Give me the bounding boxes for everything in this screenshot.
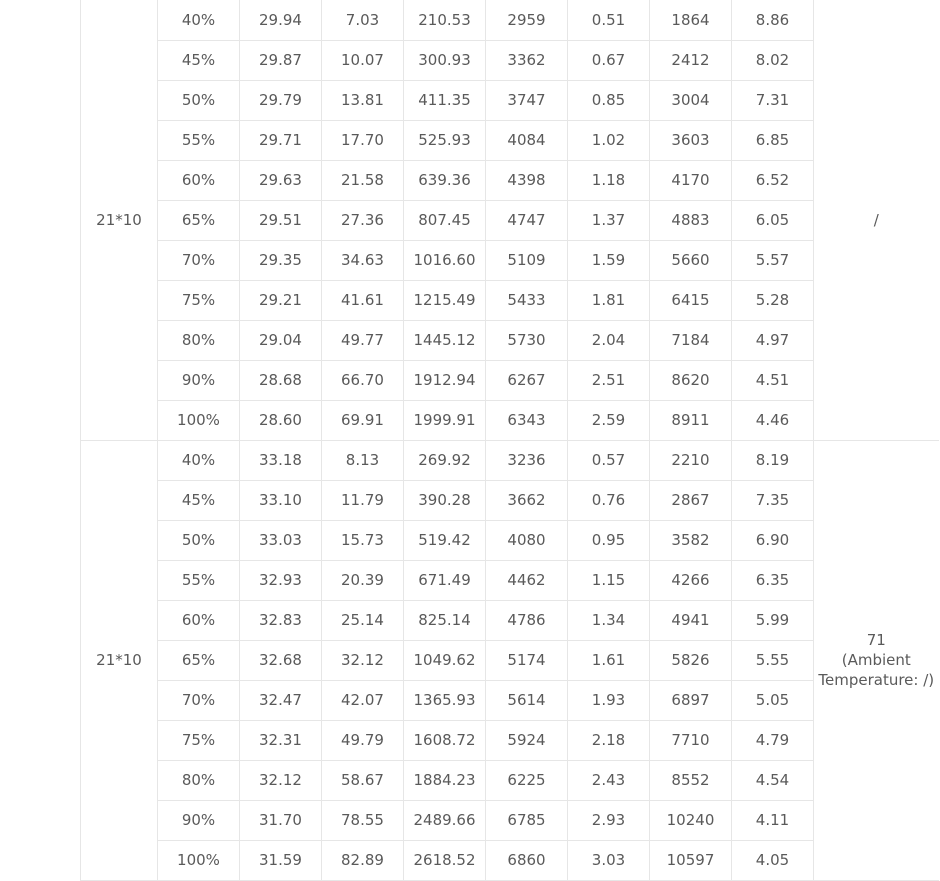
table-cell: 60% [158, 160, 240, 200]
table-cell: 4.51 [732, 360, 814, 400]
table-cell: 2867 [650, 480, 732, 520]
table-cell: 1.59 [568, 240, 650, 280]
table-cell: 29.04 [240, 320, 322, 360]
table-cell: 75% [158, 720, 240, 760]
table-row [81, 80, 939, 120]
table-cell: 6.52 [732, 160, 814, 200]
table-cell: 55% [158, 120, 240, 160]
table-cell: 6225 [486, 760, 568, 800]
table-cell: 4084 [486, 120, 568, 160]
table-row [81, 400, 939, 440]
table-cell: 210.53 [404, 0, 486, 40]
table-cell: 32.47 [240, 680, 322, 720]
table-cell: 1.37 [568, 200, 650, 240]
table-cell: 2.59 [568, 400, 650, 440]
table-cell: 5174 [486, 640, 568, 680]
note-line: 71 [866, 631, 886, 649]
table-cell: 21.58 [322, 160, 404, 200]
table-cell: 31.70 [240, 800, 322, 840]
table-cell: 58.67 [322, 760, 404, 800]
table-cell: 32.93 [240, 560, 322, 600]
table-cell: 1.02 [568, 120, 650, 160]
table-cell: 6897 [650, 680, 732, 720]
table-cell: 1.61 [568, 640, 650, 680]
table-cell: 1.34 [568, 600, 650, 640]
table-cell: 1049.62 [404, 640, 486, 680]
table-cell: 0.76 [568, 480, 650, 520]
table-cell: 32.31 [240, 720, 322, 760]
table-cell: 8911 [650, 400, 732, 440]
table-cell: 0.95 [568, 520, 650, 560]
table-cell: 4.54 [732, 760, 814, 800]
table-cell: 6415 [650, 280, 732, 320]
table-cell: 3236 [486, 440, 568, 480]
table-cell: 300.93 [404, 40, 486, 80]
table-cell: 8.02 [732, 40, 814, 80]
table-cell: 10597 [650, 840, 732, 880]
table-row [81, 40, 939, 80]
table-cell: 1016.60 [404, 240, 486, 280]
table-cell: 639.36 [404, 160, 486, 200]
table-cell: 28.68 [240, 360, 322, 400]
table-cell: 50% [158, 80, 240, 120]
table-cell: 8.19 [732, 440, 814, 480]
table-cell: 55% [158, 560, 240, 600]
group-label-cell: 21*10 [81, 0, 158, 440]
table-row [81, 760, 939, 800]
note-cell [814, 0, 939, 440]
table-cell: 29.35 [240, 240, 322, 280]
table-cell: 33.03 [240, 520, 322, 560]
table-cell: 29.21 [240, 280, 322, 320]
table-row [81, 520, 939, 560]
table-cell: 75% [158, 280, 240, 320]
table-cell: 49.79 [322, 720, 404, 760]
table-cell: 29.71 [240, 120, 322, 160]
performance-data-table [80, 0, 939, 881]
table-cell: 2489.66 [404, 800, 486, 840]
table-cell: 4883 [650, 200, 732, 240]
table-cell: 45% [158, 480, 240, 520]
table-cell: 34.63 [322, 240, 404, 280]
table-row [81, 600, 939, 640]
table-cell: 5660 [650, 240, 732, 280]
table-cell: 807.45 [404, 200, 486, 240]
table-cell: 1999.91 [404, 400, 486, 440]
table-row [81, 360, 939, 400]
table-cell: 80% [158, 320, 240, 360]
table-cell: 6.85 [732, 120, 814, 160]
table-cell: 4.97 [732, 320, 814, 360]
table-cell: 15.73 [322, 520, 404, 560]
table-cell: 411.35 [404, 80, 486, 120]
table-cell: 0.67 [568, 40, 650, 80]
table-cell: 6.90 [732, 520, 814, 560]
table-cell: 7.31 [732, 80, 814, 120]
table-row [81, 440, 939, 480]
table-cell: 29.94 [240, 0, 322, 40]
table-cell: 11.79 [322, 480, 404, 520]
table-cell: 4462 [486, 560, 568, 600]
table-cell: 2412 [650, 40, 732, 80]
table-cell: 28.60 [240, 400, 322, 440]
table-cell: 4266 [650, 560, 732, 600]
table-cell: 6.05 [732, 200, 814, 240]
table-cell: 1.93 [568, 680, 650, 720]
table-row [81, 560, 939, 600]
table-cell: 2.04 [568, 320, 650, 360]
table-cell: 8552 [650, 760, 732, 800]
table-cell: 3603 [650, 120, 732, 160]
table-row [81, 720, 939, 760]
table-cell: 3.03 [568, 840, 650, 880]
table-cell: 65% [158, 640, 240, 680]
table-cell: 3362 [486, 40, 568, 80]
table-cell: 1.81 [568, 280, 650, 320]
table-row [81, 160, 939, 200]
table-cell: 2.93 [568, 800, 650, 840]
table-cell: 671.49 [404, 560, 486, 600]
table-cell: 6343 [486, 400, 568, 440]
table-cell: 45% [158, 40, 240, 80]
table-cell: 66.70 [322, 360, 404, 400]
table-cell: 10.07 [322, 40, 404, 80]
table-cell: 17.70 [322, 120, 404, 160]
table-cell: 1884.23 [404, 760, 486, 800]
table-cell: 5.57 [732, 240, 814, 280]
table-cell: 31.59 [240, 840, 322, 880]
table-cell: 70% [158, 240, 240, 280]
table-cell: 2618.52 [404, 840, 486, 880]
table-row [81, 280, 939, 320]
group-label-cell: 21*10 [81, 440, 158, 880]
table-cell: 29.63 [240, 160, 322, 200]
table-cell: 1445.12 [404, 320, 486, 360]
table-cell: 4.05 [732, 840, 814, 880]
table-row-group [81, 0, 939, 440]
table-cell: 29.87 [240, 40, 322, 80]
table-cell: 42.07 [322, 680, 404, 720]
table-cell: 69.91 [322, 400, 404, 440]
table-cell: 4.46 [732, 400, 814, 440]
table-cell: 2.18 [568, 720, 650, 760]
table-cell: 32.83 [240, 600, 322, 640]
table-cell: 4786 [486, 600, 568, 640]
table-cell: 6.35 [732, 560, 814, 600]
table-cell: 1215.49 [404, 280, 486, 320]
table-row [81, 0, 939, 40]
table-cell: 3004 [650, 80, 732, 120]
table-cell: 269.92 [404, 440, 486, 480]
table-cell: 40% [158, 0, 240, 40]
table-cell: 5109 [486, 240, 568, 280]
table-cell: 80% [158, 760, 240, 800]
note-cell [814, 440, 939, 880]
table-cell: 2.43 [568, 760, 650, 800]
table-cell: 10240 [650, 800, 732, 840]
table-cell: 78.55 [322, 800, 404, 840]
table-cell: 4080 [486, 520, 568, 560]
table-cell: 3747 [486, 80, 568, 120]
table-row [81, 120, 939, 160]
table-cell: 33.10 [240, 480, 322, 520]
table-row-group [81, 440, 939, 880]
table-cell: 7.35 [732, 480, 814, 520]
table-cell: 0.85 [568, 80, 650, 120]
table-cell: 40% [158, 440, 240, 480]
table-row [81, 480, 939, 520]
table-cell: 1864 [650, 0, 732, 40]
table-cell: 825.14 [404, 600, 486, 640]
table-cell: 3582 [650, 520, 732, 560]
table-cell: 100% [158, 840, 240, 880]
table-cell: 5.99 [732, 600, 814, 640]
table-row [81, 200, 939, 240]
table-cell: 29.51 [240, 200, 322, 240]
table-cell: 4941 [650, 600, 732, 640]
table-cell: 5.28 [732, 280, 814, 320]
table-row [81, 800, 939, 840]
table-cell: 8.86 [732, 0, 814, 40]
note-line: / [873, 210, 879, 229]
table-cell: 1.18 [568, 160, 650, 200]
table-cell: 1365.93 [404, 680, 486, 720]
table-cell: 4170 [650, 160, 732, 200]
table-cell: 1912.94 [404, 360, 486, 400]
table-cell: 49.77 [322, 320, 404, 360]
table-cell: 8620 [650, 360, 732, 400]
table-cell: 7.03 [322, 0, 404, 40]
table-cell: 6267 [486, 360, 568, 400]
table-row [81, 320, 939, 360]
table-cell: 50% [158, 520, 240, 560]
table-cell: 6785 [486, 800, 568, 840]
table-cell: 5826 [650, 640, 732, 680]
table-cell: 41.61 [322, 280, 404, 320]
table-cell: 25.14 [322, 600, 404, 640]
note-line: (Ambient [841, 651, 911, 669]
table-cell: 100% [158, 400, 240, 440]
table-cell: 5730 [486, 320, 568, 360]
table-cell: 2959 [486, 0, 568, 40]
table-cell: 70% [158, 680, 240, 720]
table-cell: 7184 [650, 320, 732, 360]
table-cell: 60% [158, 600, 240, 640]
table-row [81, 640, 939, 680]
table-cell: 8.13 [322, 440, 404, 480]
table-cell: 13.81 [322, 80, 404, 120]
table-cell: 4.11 [732, 800, 814, 840]
table-cell: 5.55 [732, 640, 814, 680]
table-cell: 0.57 [568, 440, 650, 480]
table-cell: 33.18 [240, 440, 322, 480]
table-cell: 7710 [650, 720, 732, 760]
note-line: Temperature: /) [818, 671, 935, 689]
table-row [81, 240, 939, 280]
table-cell: 82.89 [322, 840, 404, 880]
table-cell: 32.12 [322, 640, 404, 680]
table-cell: 0.51 [568, 0, 650, 40]
table-cell: 5614 [486, 680, 568, 720]
table-row [81, 840, 939, 880]
table-cell: 27.36 [322, 200, 404, 240]
table-cell: 20.39 [322, 560, 404, 600]
table-cell: 90% [158, 800, 240, 840]
table-cell: 519.42 [404, 520, 486, 560]
table-cell: 3662 [486, 480, 568, 520]
table-cell: 5.05 [732, 680, 814, 720]
table-cell: 6860 [486, 840, 568, 880]
table-cell: 525.93 [404, 120, 486, 160]
table-cell: 2.51 [568, 360, 650, 400]
table-cell: 5433 [486, 280, 568, 320]
table-cell: 5924 [486, 720, 568, 760]
table-cell: 65% [158, 200, 240, 240]
table-cell: 4.79 [732, 720, 814, 760]
table-cell: 1608.72 [404, 720, 486, 760]
table-cell: 2210 [650, 440, 732, 480]
table-cell: 4398 [486, 160, 568, 200]
table-cell: 32.68 [240, 640, 322, 680]
table-cell: 390.28 [404, 480, 486, 520]
table-cell: 32.12 [240, 760, 322, 800]
table-cell: 4747 [486, 200, 568, 240]
table-row [81, 680, 939, 720]
table-cell: 90% [158, 360, 240, 400]
table-cell: 29.79 [240, 80, 322, 120]
table-cell: 1.15 [568, 560, 650, 600]
